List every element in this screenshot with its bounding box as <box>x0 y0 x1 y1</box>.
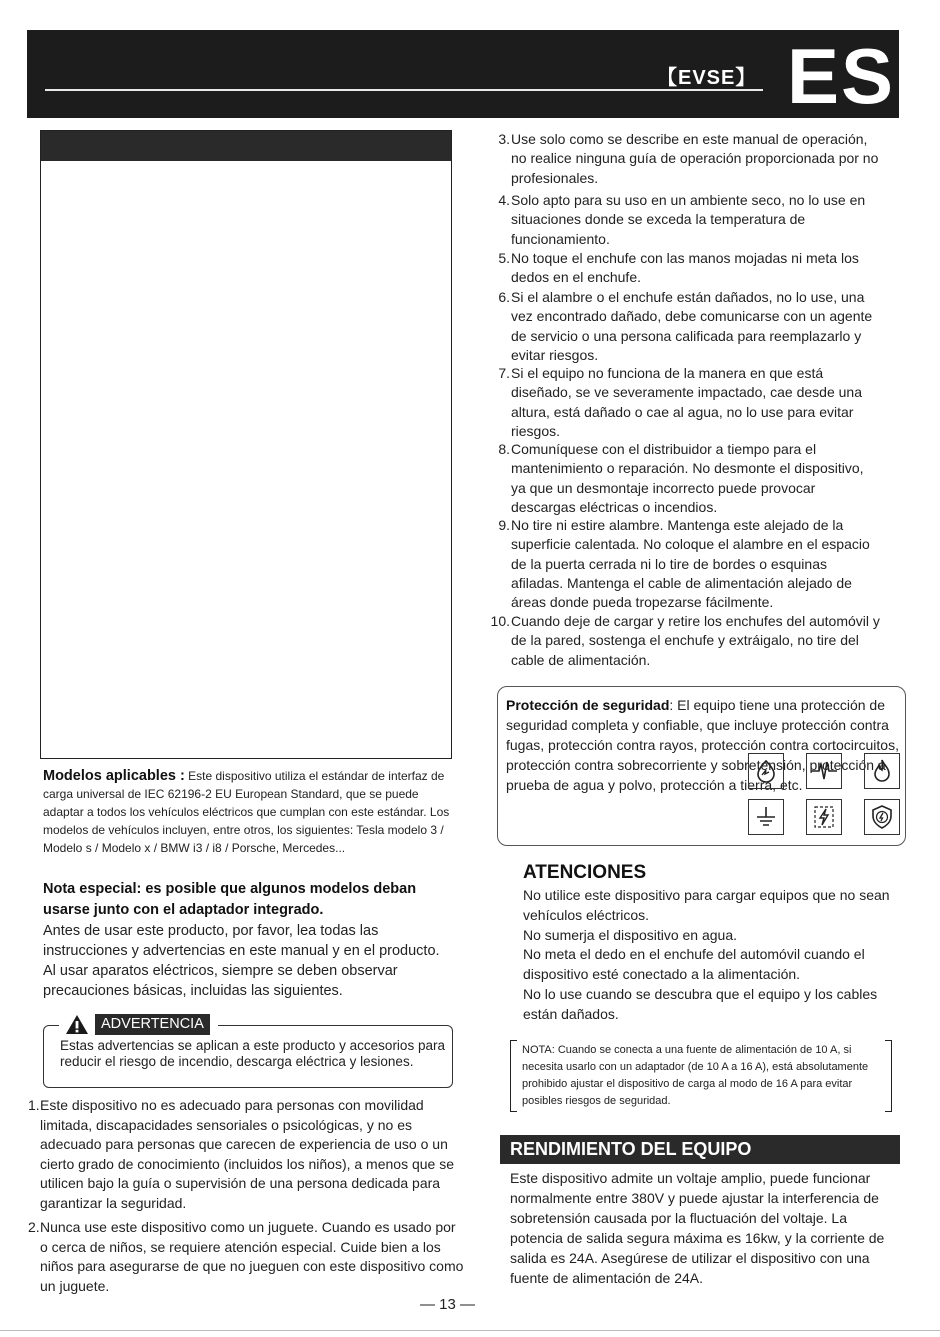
list-item <box>28 1096 464 1213</box>
list-item <box>484 130 880 188</box>
protection-label: Protección de seguridad <box>506 697 670 713</box>
product-image-frame <box>40 130 452 759</box>
warning-box <box>43 1016 453 1088</box>
models-text: Este dispositivo utiliza el estándar de interfaz de carga universal de IEC 62196-2 EU European Standard, que se puede adaptar a todos los vehículos eléctricos que cumplan con este estándar. Los modelos de vehículos incluyen, entre otros, los siguientes: Tesla modelo 3 / Modelo s / Modelo x / BMW i3 / i8 / Porsche, Mercedes... <box>43 769 450 855</box>
item-number: 4. <box>498 192 510 208</box>
item-number: 3. <box>498 131 510 147</box>
bottom-rule <box>0 1330 940 1331</box>
models-label: Modelos aplicables : <box>43 768 185 784</box>
attentions-list <box>523 886 897 1025</box>
attention-item: No utilice este dispositivo para cargar equipos que no sean vehículos eléctricos. <box>523 887 890 923</box>
note-box <box>510 1040 892 1110</box>
list-item <box>484 249 880 288</box>
item-text: Este dispositivo no es adecuado para personas con movilidad limitada, discapacidades sensoriales o psicológicas, y no es adecuado para personas que carecen de experiencia de uso o un cierto grado de conocimiento (incluidos los niños), a menos que se utilicen bajo la guía o supervisión de una persona dedicada para garantizar la seguridad. <box>40 1097 455 1211</box>
list-item <box>484 191 880 249</box>
warning-label: ADVERTENCIA <box>95 1014 210 1035</box>
item-text: Comuníquese con el distribuidor a tiempo para el mantenimiento o reparación. No desmonte el dispositivo, ya que un desmontaje incorrecto puede provocar descargas eléctricas o incendios. <box>511 441 864 515</box>
item-number: 6. <box>498 289 510 305</box>
product-tag: 【EVSE】 <box>657 67 757 89</box>
list-item <box>484 364 880 441</box>
performance-text: Este dispositivo admite un voltaje amplio, puede funcionar normalmente entre 380V y puede ajustar la interferencia de sobretensión causada por la fluctuación del voltaje. La potencia de salida segura máxima es 16kw, y la corriente de salida es 24A. Asegúrese de utilizar el dispositivo con una fuente de alimentación de 24A. <box>510 1170 885 1286</box>
warning-triangle-icon <box>65 1014 89 1035</box>
special-note: Nota especial: es posible que algunos modelos deban usarse junto con el adaptador integrado. <box>43 881 417 918</box>
item-text: Si el equipo no funciona de la manera en que está diseñado, se ve severamente impactado, cae desde una altura, está dañado o cae al agua, no lo use para evitar riesgos. <box>511 365 863 439</box>
attention-item: No lo use cuando se descubra que el equipo y los cables están dañados. <box>523 985 878 1022</box>
shield-protection-icon <box>864 799 900 835</box>
warning-heading <box>59 1014 218 1035</box>
note-text: NOTA: Cuando se conecta a una fuente de alimentación de 10 A, si necesita usarlo con un adaptador (de 10 A a 16 A), está absolutamente prohibido ajustar el dispositivo de carga al modo de 16 A para evitar posibles riesgos de seguridad. <box>522 1044 869 1107</box>
list-item <box>484 440 880 517</box>
item-text: No tire ni estire alambre. Mantenga este alejado de la superficie calentada. No coloque el alambre en el espacio de la puerta cerrada ni lo tire de bordes o esquinas afiladas. Mantenga el cable de alimentación alejado de áreas donde pueda tropezarse fácilmente. <box>511 517 870 611</box>
warning-text: Estas advertencias se aplican a este producto y accesorios para reducir el riesgo de incendio, descarga eléctrica y lesiones. <box>60 1038 445 1069</box>
bracket-left <box>510 1040 517 1112</box>
item-text: Cuando deje de cargar y retire los enchufes del automóvil y de la pared, sostenga el enchufe y extráigalo, no tire del cable de alimentación. <box>511 613 880 668</box>
fire-protection-icon <box>864 753 900 789</box>
list-item <box>484 516 880 612</box>
lightning-protection-icon <box>806 799 842 835</box>
safety-protection-box <box>497 686 906 846</box>
list-item <box>484 612 880 670</box>
attention-item: No meta el dedo en el enchufe del automóvil cuando el dispositivo esté conectado a la alimentación. <box>523 946 865 983</box>
intro-text: Antes de usar este producto, por favor, lea todas las instrucciones y advertencias en este manual y en el producto. Al usar aparatos eléctricos, siempre se deben observar precauciones básicas, incluidas las siguientes. <box>43 923 440 999</box>
page-number: — 13 — <box>420 1296 476 1313</box>
item-number: 1. <box>28 1097 40 1113</box>
list-item <box>484 288 880 365</box>
image-frame-bar <box>41 131 451 161</box>
applicable-models <box>43 767 453 857</box>
item-text: Nunca use este dispositivo como un juguete. Cuando es usado por o cerca de niños, se requiere atención especial. Cuide bien a los niños para asegurarse de que no jueguen con este dispositivo como un juguete. <box>40 1219 464 1294</box>
header-rule <box>45 89 763 91</box>
item-number: 2. <box>28 1219 40 1235</box>
page-header <box>27 30 899 118</box>
list-item <box>28 1218 464 1296</box>
language-code: ES <box>787 32 896 120</box>
ground-protection-icon <box>748 799 784 835</box>
attention-item: No sumerja el dispositivo en agua. <box>523 926 738 943</box>
item-number: 9. <box>498 517 510 533</box>
protection-body: : El equipo tiene una protección de seguridad completa y confiable, que incluye protección contra fugas, protección contra rayos, protección contra cortocircuitos, protección contra sobrecorriente y sobretensión, protección a prueba de agua y polvo, protección a tierra, etc. <box>506 697 899 793</box>
surge-protection-icon <box>806 753 842 789</box>
item-text: Solo apto para su uso en un ambiente seco, no lo use en situaciones donde se exceda la temperatura de funcionamiento. <box>511 192 866 247</box>
attentions-title: ATENCIONES <box>523 862 647 883</box>
item-number: 7. <box>498 365 510 381</box>
leakage-protection-icon <box>748 753 784 789</box>
item-text: Use solo como se describe en este manual de operación, no realice ninguna guía de operación proporcionada por no profesionales. <box>511 131 879 186</box>
item-text: Si el alambre o el enchufe están dañados, no lo use, una vez encontrado dañado, debe comunicarse con un agente de servicio o una persona calificada para reemplazarlo y evitar riesgos. <box>511 289 873 363</box>
item-number: 5. <box>498 250 510 266</box>
performance-title: RENDIMIENTO DEL EQUIPO <box>500 1135 900 1164</box>
protection-icons <box>748 753 900 837</box>
item-text: No toque el enchufe con las manos mojadas ni meta los dedos en el enchufe. <box>511 250 859 286</box>
item-number: 10. <box>490 613 510 629</box>
item-number: 8. <box>498 441 510 457</box>
